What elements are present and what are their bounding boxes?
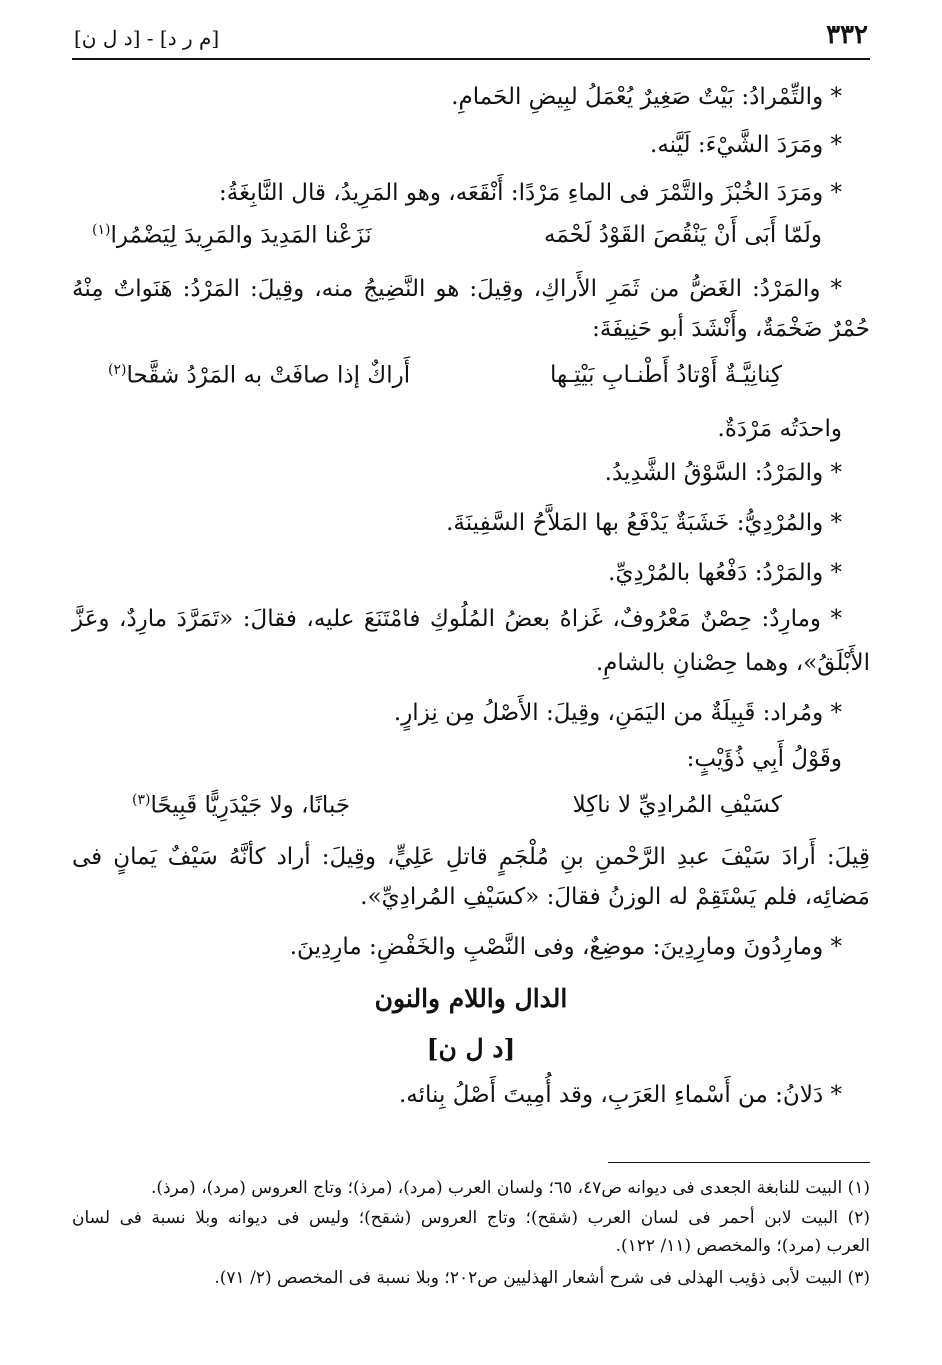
text-line: * ومُراد: قَبِيلَةٌ من اليَمَنِ، وقِيلَ: الأَصْلُ مِن نِزارٍ.: [393, 700, 842, 726]
footnote-marker: (٣): [132, 792, 151, 808]
verse-second-hemistich: نَزَعْنا المَدِيدَ والمَرِيدَ لِيَضْمُرا$^{(١)}$: [92, 222, 372, 249]
text-line: * ومارِدُونَ ومارِدِينَ: موضِعٌ، وفى النَّصْبِ والخَفْضِ: مارِدِينَ.: [289, 934, 842, 960]
text-line: وقَوْلُ أَبِي ذُؤَيْبٍ:: [686, 746, 842, 772]
verse-first-hemistich: ولَمّا أَبَى أَنْ يَنْقُصَ القَوْدُ لَحْمَه: [543, 222, 822, 248]
text-line: * والتِّمْرادُ: بَيْتٌ صَغِيرٌ يُعْمَلُ لبِيضِ الحَمامِ.: [451, 84, 842, 110]
footnote: (٣) البيت لأبى ذؤيب الهذلى فى شرح أشعار الهذليين ص٢٠٢؛ وبلا نسبة فى المخصص (٢/ ٧١).: [214, 1268, 870, 1288]
page-number: ٣٣٢: [826, 20, 868, 50]
verse-first-hemistich: كِنانِيَّـةٌ أَوْتادُ أَطْنـابِ بَيْتِـها: [549, 362, 782, 388]
footnote: (٢) البيت لابن أحمر فى لسان العرب (شقح)؛ وتاج العروس (شقح)؛ وليس فى ديوانه وبلا نسبة فى لسان: [72, 1208, 870, 1228]
text-line: * ومَرَدَ الخُبْزَ والتَّمْرَ فى الماءِ مَرْدًا: أَنْقَعَه، وهو المَرِيدُ، قال النَّابِغَةُ:: [219, 180, 842, 206]
footnote: العرب (مرد)؛ والمخصص (١١/ ١٢٢).: [615, 1236, 870, 1256]
verse-second-hemistich: جَبانًا، ولا جَيْدَرِيًّا قَبِيحًا$^{(٣)}$: [132, 792, 351, 819]
verse-first-hemistich: كسَيْفِ المُرادِيِّ لا ناكِلا: [572, 792, 782, 818]
page-header: [72, 18, 870, 60]
running-head: [م ر د] - [د ل ن]: [74, 26, 220, 50]
text-line: الأَبْلَقُ»، وهما حِصْنانِ بالشامِ.: [595, 650, 870, 676]
text-line: مَضائِه، فلم يَسْتَقِمْ له الوزنُ فقالَ: «كسَيْفِ المُرادِيِّ».: [360, 884, 870, 910]
text-line: * والمَرْدُ: دَفْعُها بالمُرْدِيِّ.: [608, 560, 842, 586]
text-line: * والمُرْدِيُّ: خَشَبَةٌ يَدْفَعُ بها المَلاَّحُ السَّفِينَةَ.: [446, 510, 842, 536]
verse-second-hemistich: أَراكٌ إذا صافَتْ به المَرْدُ شقَّحا$^{(٢)}$: [108, 362, 411, 389]
section-root: [د ل ن]: [426, 1034, 516, 1063]
text-line: واحدَتُه مَرْدَةٌ.: [717, 416, 842, 442]
text-line: * والمَرْدُ: السَّوْقُ الشَّدِيدُ.: [604, 460, 842, 486]
text-line: حُمْرٌ ضَخْمَةٌ، وأَنْشَدَ أبو حَنِيفَةَ:: [592, 316, 870, 342]
footnote-marker: (١): [92, 222, 111, 238]
text-line: * ومارِدٌ: حِصْنٌ مَعْرُوفٌ، غَزاهُ بعضُ المُلُوكِ فامْتَنَعَ عليه، فقالَ: «تَمَرَّدَ مارِدٌ، وعَزَّ: [72, 606, 842, 632]
footnote-divider: [608, 1162, 870, 1163]
section-heading: الدال واللام والنون: [374, 984, 568, 1013]
footnote: (١) البيت للنابغة الجعدى فى ديوانه ص٤٧، ٦٥؛ ولسان العرب (مرد)، (مرذ)؛ وتاج العروس (مرد)، (مرذ).: [150, 1178, 870, 1198]
text-line: * والمَرْدُ: الغَضُّ من ثَمَرِ الأَراكِ، وقِيلَ: هو النَّضِيجُ منه، وقِيلَ: المَرْدُ: هَنَواتٌ مِنْهُ: [72, 276, 842, 302]
text-line: * ومَرَدَ الشَّيْءَ: لَيَّنه.: [650, 132, 842, 158]
footnote-marker: (٢): [108, 362, 127, 378]
text-line: * دَلانُ: من أَسْماءِ العَرَبِ، وقد أُمِيتَ أَصْلُ بِنائه.: [399, 1082, 842, 1108]
text-line: قِيلَ: أَرادَ سَيْفَ عبدِ الرَّحْمنِ بنِ مُلْجَمٍ قاتلِ عَلِيٍّ، وقِيلَ: أراد كأنَّهُ سَيْفٌ يَمانٍ فى: [72, 844, 870, 870]
